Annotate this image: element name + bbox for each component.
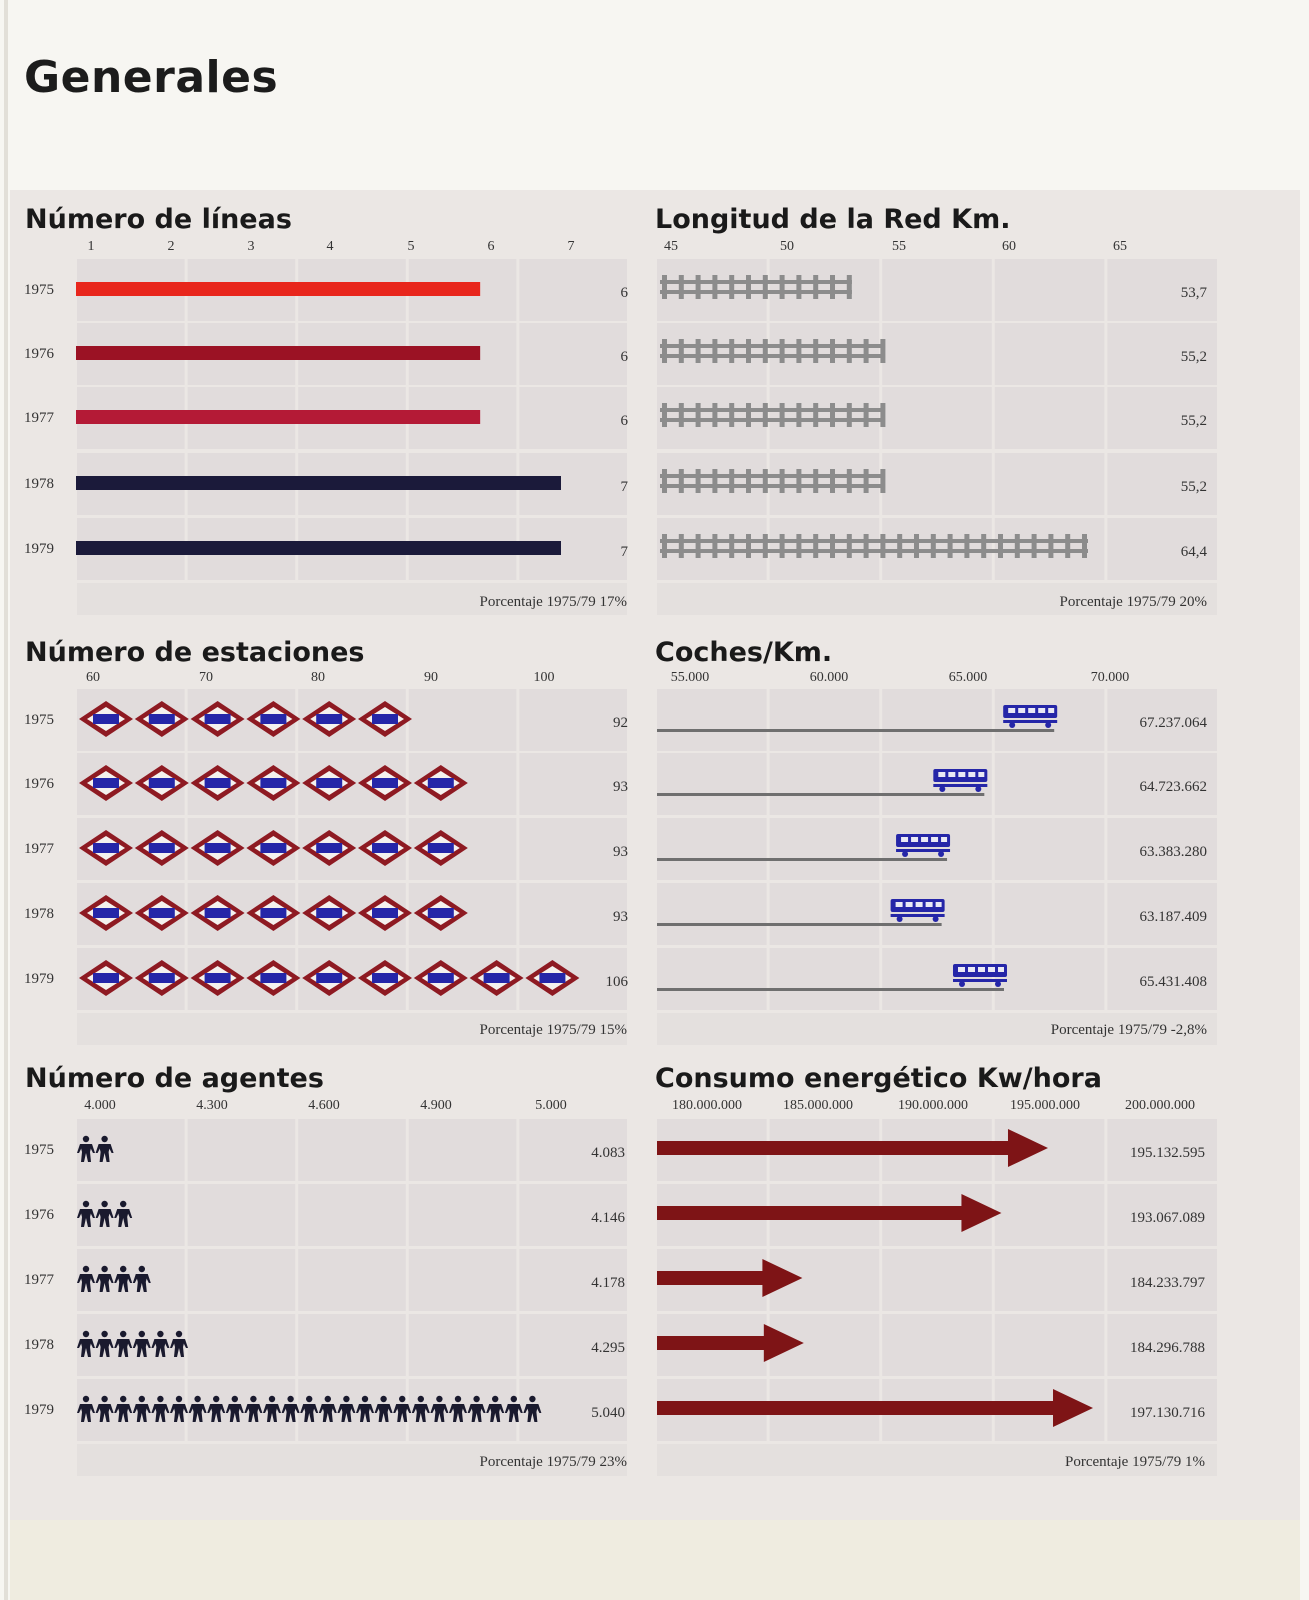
track-line — [657, 729, 1054, 732]
rail-tie — [1048, 534, 1053, 558]
grid-cell — [519, 259, 627, 321]
grid-cell — [657, 948, 767, 1010]
stations-1979 — [79, 960, 579, 996]
axis-tick-label: 55.000 — [670, 670, 710, 685]
grid-cell — [657, 689, 767, 751]
data-label: 53,7 — [1180, 285, 1207, 301]
chart-title: Longitud de la Red Km. — [655, 204, 1011, 235]
rail-tie — [830, 469, 835, 493]
chart-title: Número de agentes — [25, 1063, 324, 1094]
data-label: 193.067.089 — [1130, 1210, 1205, 1226]
rail-tie — [662, 469, 667, 493]
grid-cell — [409, 689, 517, 751]
rail-tie — [729, 403, 734, 427]
rail-tie — [830, 275, 835, 299]
axis-tick-label: 4.600 — [308, 1098, 340, 1113]
grid-cell — [995, 818, 1105, 880]
rail-tie — [796, 403, 801, 427]
bar-1976 — [76, 346, 480, 360]
data-label: 93 — [613, 909, 628, 925]
data-label: 6 — [620, 413, 628, 429]
axis-tick-label: 65 — [1113, 239, 1127, 254]
rail-tie — [1082, 534, 1087, 558]
axis-tick-label: 5 — [407, 239, 415, 254]
rail-tie — [981, 534, 986, 558]
rail-tie — [880, 403, 885, 427]
rail-tie — [847, 275, 852, 299]
rail-tie — [998, 534, 1003, 558]
axis-tick-label: 2 — [167, 239, 175, 254]
rail-tie — [662, 534, 667, 558]
axis-tick-label: 7 — [567, 239, 575, 254]
bar-1978 — [76, 476, 561, 490]
rail-bottom — [660, 549, 1088, 553]
rail-tie — [964, 534, 969, 558]
percentage-note: Porcentaje 1975/79 15% — [479, 1022, 627, 1038]
axis-tick-label: 45 — [664, 239, 678, 254]
data-label: 63.383.280 — [1139, 844, 1207, 860]
rail-tie — [746, 534, 751, 558]
rail-tie — [746, 339, 751, 363]
rail-tie — [813, 275, 818, 299]
rail-tie — [763, 275, 768, 299]
axis-tick-label: 90 — [424, 670, 438, 685]
data-label: 64.723.662 — [1139, 779, 1207, 795]
grid-cell — [770, 818, 880, 880]
bar-1975 — [76, 282, 480, 296]
rail-tie — [712, 403, 717, 427]
axis-tick-label: 1 — [87, 239, 95, 254]
rail-tie — [780, 469, 785, 493]
rail-tie — [679, 275, 684, 299]
grid-cell — [770, 948, 880, 1010]
grid-cell — [882, 323, 992, 385]
grid-cell — [770, 883, 880, 945]
rail-tie — [746, 469, 751, 493]
track-line — [657, 858, 947, 861]
axis-tick-label: 195.000.000 — [1010, 1098, 1080, 1113]
track-line — [657, 793, 984, 796]
data-label: 5.040 — [591, 1405, 625, 1421]
rail-bottom — [660, 290, 852, 294]
grid-cell — [882, 387, 992, 449]
year-label: 1977 — [24, 410, 54, 426]
chart-title: Número de líneas — [25, 204, 292, 235]
grid-cell — [995, 1314, 1105, 1376]
year-label: 1976 — [24, 346, 54, 362]
grid-cell — [995, 453, 1105, 515]
grid-cell — [882, 1314, 992, 1376]
rail-tie — [864, 469, 869, 493]
data-label: 195.132.595 — [1130, 1145, 1205, 1161]
rail-tie — [1032, 534, 1037, 558]
rail-tie — [729, 469, 734, 493]
grid-cell — [298, 1184, 406, 1246]
axis-tick-label: 180.000.000 — [672, 1098, 742, 1113]
year-label: 1976 — [24, 776, 54, 792]
track-line — [657, 923, 942, 926]
rail-tie — [780, 534, 785, 558]
axis-tick-label: 60.000 — [809, 670, 849, 685]
rail-tie — [847, 469, 852, 493]
page-title: Generales — [24, 52, 279, 103]
data-label: 4.083 — [591, 1145, 625, 1161]
grid-cell — [995, 948, 1105, 1010]
data-label: 55,2 — [1180, 413, 1207, 429]
data-label: 55,2 — [1180, 479, 1207, 495]
rail-top — [660, 539, 1088, 543]
axis-tick-label: 100 — [533, 670, 555, 685]
rail-tie — [813, 339, 818, 363]
rail-tie — [763, 469, 768, 493]
data-label: 65.431.408 — [1139, 974, 1207, 990]
grid-cell — [519, 387, 627, 449]
grid-cell — [188, 1249, 296, 1311]
rail-tie — [847, 339, 852, 363]
rail-tie — [679, 403, 684, 427]
axis-tick-label: 4.000 — [84, 1098, 116, 1113]
rail-tie — [780, 339, 785, 363]
data-label: 4.178 — [591, 1275, 625, 1291]
axis-tick-label: 80 — [311, 670, 325, 685]
grid-cell — [188, 1184, 296, 1246]
rail-top — [660, 280, 852, 284]
rail-tie — [796, 339, 801, 363]
rail-tie — [796, 534, 801, 558]
grid-cell — [995, 1249, 1105, 1311]
grid-cell — [995, 387, 1105, 449]
rail-tie — [813, 534, 818, 558]
rail-tie — [662, 403, 667, 427]
rail-tie — [746, 403, 751, 427]
grid-cell — [995, 883, 1105, 945]
axis-tick-label: 4 — [326, 239, 334, 254]
rail-tie — [712, 339, 717, 363]
grid-cell — [519, 818, 627, 880]
data-label: 93 — [613, 779, 628, 795]
percentage-note: Porcentaje 1975/79 1% — [1065, 1454, 1205, 1470]
rail-tie — [662, 339, 667, 363]
rail-tie — [729, 275, 734, 299]
grid-cell — [995, 1184, 1105, 1246]
rail-tie — [780, 403, 785, 427]
data-label: 7 — [620, 479, 628, 495]
year-label: 1978 — [24, 1337, 54, 1353]
rail-tie — [780, 275, 785, 299]
data-label: 92 — [613, 715, 628, 731]
rail-tie — [813, 403, 818, 427]
year-label: 1977 — [24, 1272, 54, 1288]
grid-cell — [298, 1314, 406, 1376]
grid-cell — [298, 1249, 406, 1311]
data-label: 63.187.409 — [1139, 909, 1207, 925]
year-label: 1979 — [24, 541, 54, 557]
track-line — [657, 988, 1004, 991]
rail-tie — [796, 469, 801, 493]
axis-tick-label: 185.000.000 — [783, 1098, 853, 1113]
year-label: 1978 — [24, 906, 54, 922]
chart-title: Número de estaciones — [25, 637, 365, 668]
axis-tick-label: 60 — [86, 670, 100, 685]
axis-tick-label: 4.300 — [196, 1098, 228, 1113]
grid-cell — [882, 453, 992, 515]
data-label: 67.237.064 — [1139, 715, 1207, 731]
grid-cell — [657, 818, 767, 880]
rail-tie — [696, 534, 701, 558]
percentage-note: Porcentaje 1975/79 -2,8% — [1050, 1022, 1207, 1038]
axis-tick-label: 60 — [1002, 239, 1016, 254]
chart-title: Consumo energético Kw/hora — [655, 1063, 1102, 1094]
data-label: 55,2 — [1180, 349, 1207, 365]
axis-tick-label: 4.900 — [420, 1098, 452, 1113]
rail-tie — [696, 275, 701, 299]
percentage-note: Porcentaje 1975/79 20% — [1059, 594, 1207, 610]
grid-cell — [770, 753, 880, 815]
axis-tick-label: 6 — [487, 239, 495, 254]
grid-cell — [188, 1314, 296, 1376]
rail-tie — [864, 403, 869, 427]
grid-cell — [409, 1184, 517, 1246]
grid-cell — [770, 689, 880, 751]
data-label: 184.233.797 — [1130, 1275, 1205, 1291]
data-label: 106 — [605, 974, 628, 990]
rail-tie — [679, 339, 684, 363]
rail-tie — [696, 403, 701, 427]
grid-cell — [995, 323, 1105, 385]
rail-tie — [679, 469, 684, 493]
rail-tie — [847, 403, 852, 427]
rail-tie — [746, 275, 751, 299]
percentage-note: Porcentaje 1975/79 17% — [479, 594, 627, 610]
rail-tie — [897, 534, 902, 558]
rail-tie — [712, 469, 717, 493]
axis-tick-label: 55 — [892, 239, 906, 254]
rail-tie — [847, 534, 852, 558]
rail-tie — [729, 534, 734, 558]
rail-tie — [830, 403, 835, 427]
grid-cell — [519, 883, 627, 945]
year-label: 1977 — [24, 841, 54, 857]
rail-tie — [830, 534, 835, 558]
grid-cell — [882, 1249, 992, 1311]
year-label: 1975 — [24, 1142, 54, 1158]
axis-tick-label: 3 — [247, 239, 255, 254]
axis-tick-label: 200.000.000 — [1125, 1098, 1195, 1113]
grid-cell — [995, 753, 1105, 815]
rail-tie — [763, 403, 768, 427]
rail-tie — [662, 275, 667, 299]
grid-cell — [298, 1119, 406, 1181]
grid-cell — [882, 259, 992, 321]
rail-tie — [729, 339, 734, 363]
grid-cell — [519, 323, 627, 385]
rail-tie — [679, 534, 684, 558]
grid-cell — [657, 883, 767, 945]
rail-tie — [696, 339, 701, 363]
rail-tie — [864, 534, 869, 558]
percentage-note: Porcentaje 1975/79 23% — [479, 1454, 627, 1470]
data-label: 197.130.716 — [1130, 1405, 1205, 1421]
grid-cell — [519, 753, 627, 815]
year-label: 1978 — [24, 476, 54, 492]
rail-tie — [880, 469, 885, 493]
grid-cell — [657, 753, 767, 815]
grid-cell — [409, 1314, 517, 1376]
data-label: 6 — [620, 349, 628, 365]
rail-tie — [696, 469, 701, 493]
axis-tick-label: 5.000 — [535, 1098, 567, 1113]
grid-cell — [409, 1119, 517, 1181]
rail-tie — [931, 534, 936, 558]
axis-tick-label: 65.000 — [948, 670, 988, 685]
year-label: 1976 — [24, 1207, 54, 1223]
rail-tie — [763, 534, 768, 558]
axis-tick-label: 190.000.000 — [898, 1098, 968, 1113]
data-label: 4.295 — [591, 1340, 625, 1356]
rail-tie — [813, 469, 818, 493]
year-label: 1975 — [24, 712, 54, 728]
data-label: 64,4 — [1180, 544, 1207, 560]
axis-tick-label: 70.000 — [1090, 670, 1130, 685]
year-label: 1975 — [24, 282, 54, 298]
year-label: 1979 — [24, 971, 54, 987]
rail-tie — [914, 534, 919, 558]
bar-1977 — [76, 410, 480, 424]
grid-cell — [995, 259, 1105, 321]
data-label: 4.146 — [591, 1210, 625, 1226]
rail-tie — [948, 534, 953, 558]
rail-tie — [864, 339, 869, 363]
axis-tick-label: 50 — [780, 239, 794, 254]
rail-tie — [830, 339, 835, 363]
rail-tie — [712, 534, 717, 558]
data-label: 6 — [620, 285, 628, 301]
rail-tie — [1065, 534, 1070, 558]
data-label: 93 — [613, 844, 628, 860]
grid-cell — [188, 1119, 296, 1181]
data-label: 7 — [620, 544, 628, 560]
axis-tick-label: 70 — [199, 670, 213, 685]
year-label: 1979 — [24, 1402, 54, 1418]
grid-cell — [882, 689, 992, 751]
rail-tie — [880, 339, 885, 363]
bar-1979 — [76, 541, 561, 555]
data-label: 184.296.788 — [1130, 1340, 1205, 1356]
grid-cell — [519, 689, 627, 751]
grid-cell — [409, 1249, 517, 1311]
rail-tie — [796, 275, 801, 299]
rail-tie — [712, 275, 717, 299]
rail-tie — [880, 534, 885, 558]
rail-tie — [763, 339, 768, 363]
chart-title: Coches/Km. — [655, 637, 833, 668]
rail-tie — [1015, 534, 1020, 558]
